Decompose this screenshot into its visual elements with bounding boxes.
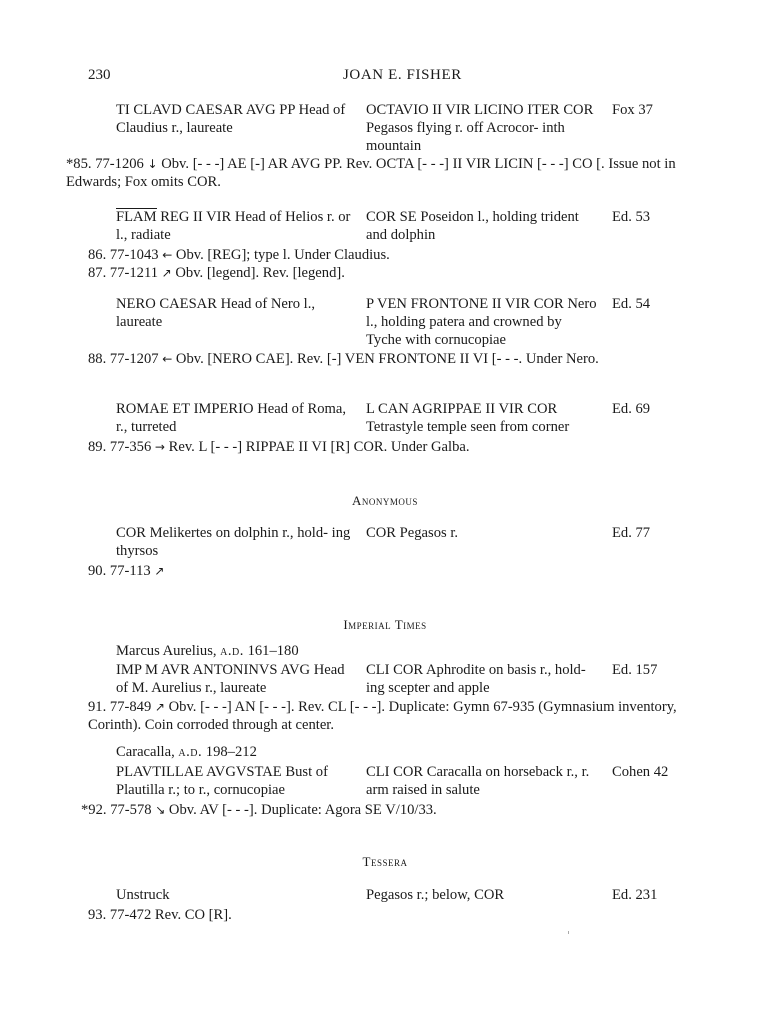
entry-text: Obv. [NERO CAE]. Rev. [-] VEN FRONTONE II VI [- - -. Under Nero.: [172, 351, 599, 367]
catalog-entry: [88, 698, 698, 734]
die-axis-icon: ←: [162, 248, 173, 262]
type-reverse: CLI COR Aphrodite on basis r., hold- ing scepter and apple: [366, 662, 586, 696]
die-axis-icon: ↘: [155, 803, 166, 817]
section-heading: Anonymous: [352, 493, 418, 508]
section-heading: Imperial Times: [343, 617, 427, 632]
entry-text: Obv. AV [- - -]. Duplicate: Agora SE V/10/33.: [165, 802, 437, 818]
type-obverse: COR Melikertes on dolphin r., hold- ing thyrsos: [116, 525, 351, 559]
type-reverse: P VEN FRONTONE II VIR COR Nero l., holding patera and crowned by Tyche with cornucopiae: [366, 296, 597, 348]
entry-text: Obv. [REG]; type l. Under Claudius.: [172, 247, 390, 263]
reign-heading: [116, 642, 299, 660]
running-head: JOAN E. FISHER: [343, 67, 462, 83]
type-reference: Fox 37: [612, 102, 653, 118]
obverse-legend: REG II VIR Head of Helios r. or l., radiate: [116, 209, 351, 243]
entry-number: 89. 77-356: [88, 439, 152, 455]
reign-years: 161–180: [243, 643, 299, 659]
catalog-entry: [88, 246, 698, 264]
catalog-entry: [88, 562, 698, 580]
type-reference: Ed. 231: [612, 887, 658, 903]
catalog-entry: [88, 438, 698, 456]
entry-text: Obv. [- - -] AE [-] AR AVG PP. Rev. OCTA [- - -] II VIR LICIN [- - -] CO [. Issue not in Edwards; Fox omits COR.: [66, 156, 676, 190]
die-axis-icon: ↗: [154, 700, 165, 714]
catalog-entry: [88, 906, 698, 924]
entry-number: 90. 77-113: [88, 563, 151, 579]
type-reverse: COR Pegasos r.: [366, 525, 459, 541]
entry-number: 91. 77-849: [88, 699, 152, 715]
type-obverse: ROMAE ET IMPERIO Head of Roma, r., turreted: [116, 401, 346, 435]
entry-number: *92. 77-578: [81, 802, 152, 818]
type-reverse: OCTAVIO II VIR LICINO ITER COR Pegasos flying r. off Acrocor- inth mountain: [366, 102, 594, 154]
section-heading: Tessera: [362, 854, 408, 869]
type-reference: Ed. 157: [612, 662, 658, 678]
catalog-entry: [81, 801, 698, 819]
catalog-entry: [88, 350, 698, 368]
entry-number: 87. 77-1211: [88, 265, 158, 281]
type-obverse: IMP M AVR ANTONINVS AVG Head of M. Aurelius r., laureate: [116, 662, 345, 696]
die-axis-icon: ←: [162, 352, 173, 366]
die-axis-icon: ↓: [147, 157, 158, 171]
type-obverse: [116, 208, 352, 244]
type-reference: Ed. 77: [612, 525, 651, 541]
catalog-entry: [88, 264, 698, 282]
reign-name: Marcus Aurelius,: [116, 643, 221, 659]
entry-text: Obv. [- - -] AN [- - -]. Rev. CL [- - -]. Duplicate: Gymn 67-935 (Gymnasium inventory, Corinth). Coin corroded through at center.: [88, 699, 677, 733]
type-reverse: L CAN AGRIPPAE II VIR COR Tetrastyle temple seen from corner: [366, 401, 570, 435]
type-reverse: CLI COR Caracalla on horseback r., r. arm raised in salute: [366, 764, 590, 798]
catalog-entry: [66, 155, 698, 191]
entry-text: Rev. CO [R].: [151, 907, 232, 923]
type-reference: Cohen 42: [612, 764, 669, 780]
type-reverse: Pegasos r.; below, COR: [366, 887, 505, 903]
ligature-bar: FLAM: [116, 209, 157, 225]
entry-text: Obv. [legend]. Rev. [legend].: [171, 265, 345, 281]
die-axis-icon: →: [154, 440, 165, 454]
type-obverse: Unstruck: [116, 887, 170, 903]
type-obverse: PLAVTILLAE AVGVSTAE Bust of Plautilla r.; to r., cornucopiae: [116, 764, 328, 798]
entry-number: 88. 77-1207: [88, 351, 159, 367]
reign-name: Caracalla,: [116, 744, 179, 760]
type-reference: Ed. 69: [612, 401, 651, 417]
type-reverse: COR SE Poseidon l., holding trident and dolphin: [366, 209, 579, 243]
entry-text: Rev. L [- - -] RIPPAE II VI [R] COR. Under Galba.: [164, 439, 470, 455]
reign-era: a.d.: [178, 744, 203, 760]
type-obverse: NERO CAESAR Head of Nero l., laureate: [116, 296, 316, 330]
entry-number: *85. 77-1206: [66, 156, 144, 172]
die-axis-icon: ↗: [154, 564, 165, 578]
type-reference: Ed. 53: [612, 209, 651, 225]
die-axis-icon: ↗: [161, 266, 172, 280]
reign-years: 198–212: [202, 744, 257, 760]
scan-mark: [568, 931, 569, 934]
type-reference: Ed. 54: [612, 296, 651, 312]
entry-number: 86. 77-1043: [88, 247, 159, 263]
page-number: 230: [88, 67, 111, 83]
entry-number: 93. 77-472: [88, 907, 152, 923]
type-obverse: TI CLAVD CAESAR AVG PP Head of Claudius r., laureate: [116, 102, 346, 136]
reign-era: a.d.: [220, 643, 244, 659]
reign-heading: [116, 743, 257, 761]
